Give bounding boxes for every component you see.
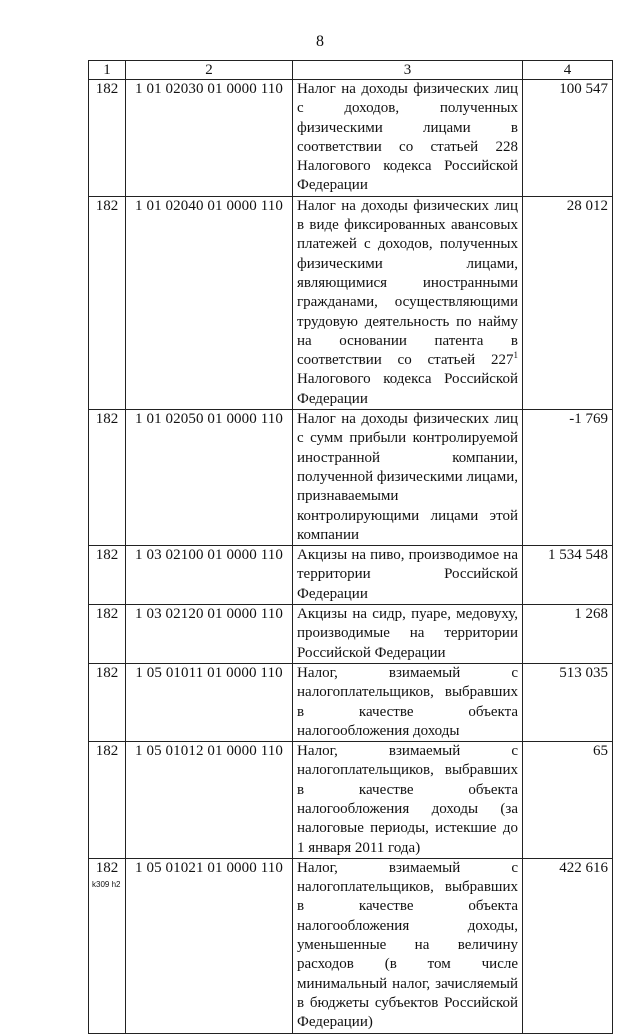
table-row xyxy=(89,196,613,409)
admin-code-cell: 182 xyxy=(89,605,126,664)
article-superscript: 1 xyxy=(513,350,518,361)
column-header-3: 3 xyxy=(293,61,523,80)
header-row xyxy=(89,61,613,80)
budget-code-cell: 1 05 01021 01 0000 110 xyxy=(126,858,293,1033)
description-cell: Акцизы на пиво, производимое на территории Российской Федерации xyxy=(293,546,523,605)
admin-code-cell: 182 xyxy=(89,663,126,741)
amount-cell: 1 534 548 xyxy=(523,546,613,605)
admin-code-cell: 182 xyxy=(89,546,126,605)
document-footer-code: k309 h2 xyxy=(92,880,121,889)
table-row xyxy=(89,605,613,664)
table-row xyxy=(89,742,613,859)
admin-code-cell: 182 xyxy=(89,858,126,1033)
description-text-continued: Налогового кодекса Российской Федерации xyxy=(297,371,518,407)
budget-code-cell: 1 03 02120 01 0000 110 xyxy=(126,605,293,664)
table-row xyxy=(89,858,613,1033)
amount-cell: 28 012 xyxy=(523,196,613,409)
budget-code-cell: 1 03 02100 01 0000 110 xyxy=(126,546,293,605)
column-header-2: 2 xyxy=(126,61,293,80)
description-text: Налог на доходы физических лиц в виде фиксированных авансовых платежей с доходов, полученных физическими лицами, являющимися иностранными гражданами, осуществляющими трудовую деятельность по найму на основании патента в соответствии со статьей 227 xyxy=(297,197,518,369)
budget-code-cell: 1 01 02030 01 0000 110 xyxy=(126,80,293,197)
amount-cell: 513 035 xyxy=(523,663,613,741)
table-row xyxy=(89,410,613,546)
amount-cell: 422 616 xyxy=(523,858,613,1033)
table-row xyxy=(89,663,613,741)
admin-code-cell: 182 xyxy=(89,410,126,546)
description-cell: Акцизы на сидр, пуаре, медовуху, производимые на территории Российской Федерации xyxy=(293,605,523,664)
amount-cell: 100 547 xyxy=(523,80,613,197)
description-cell: Налог на доходы физических лиц с доходов, полученных физическими лицами в соответствии со статьей 228 Налогового кодекса Российской Федерации xyxy=(293,80,523,197)
column-header-4: 4 xyxy=(523,61,613,80)
admin-code-cell: 182 xyxy=(89,196,126,409)
budget-code-cell: 1 05 01011 01 0000 110 xyxy=(126,663,293,741)
table-row xyxy=(89,546,613,605)
description-cell: Налог, взимаемый с налогоплательщиков, выбравших в качестве объекта налогообложения доходы xyxy=(293,663,523,741)
revenue-table xyxy=(88,60,613,1034)
budget-code-cell: 1 01 02040 01 0000 110 xyxy=(126,196,293,409)
column-header-1: 1 xyxy=(89,61,126,80)
table-row xyxy=(89,80,613,197)
budget-code-cell: 1 05 01012 01 0000 110 xyxy=(126,742,293,859)
admin-code-cell: 182 xyxy=(89,80,126,197)
description-cell: Налог на доходы физических лиц с сумм прибыли контролируемой иностранной компании, полученной физическими лицами, признаваемыми контролирующими лицами этой компании xyxy=(293,410,523,546)
amount-cell: 65 xyxy=(523,742,613,859)
admin-code-cell: 182 xyxy=(89,742,126,859)
description-cell: Налог, взимаемый с налогоплательщиков, выбравших в качестве объекта налогообложения доходы (за налоговые периоды, истекшие до 1 января 2011 года) xyxy=(293,742,523,859)
budget-code-cell: 1 01 02050 01 0000 110 xyxy=(126,410,293,546)
description-cell xyxy=(293,196,523,409)
description-cell: Налог, взимаемый с налогоплательщиков, выбравших в качестве объекта налогообложения доходы, уменьшенные на величину расходов (в том числе минимальный налог, зачисляемый в бюджеты субъектов Российской Федерации) xyxy=(293,858,523,1033)
page-number: 8 xyxy=(316,33,324,50)
amount-cell: 1 268 xyxy=(523,605,613,664)
amount-cell: -1 769 xyxy=(523,410,613,546)
